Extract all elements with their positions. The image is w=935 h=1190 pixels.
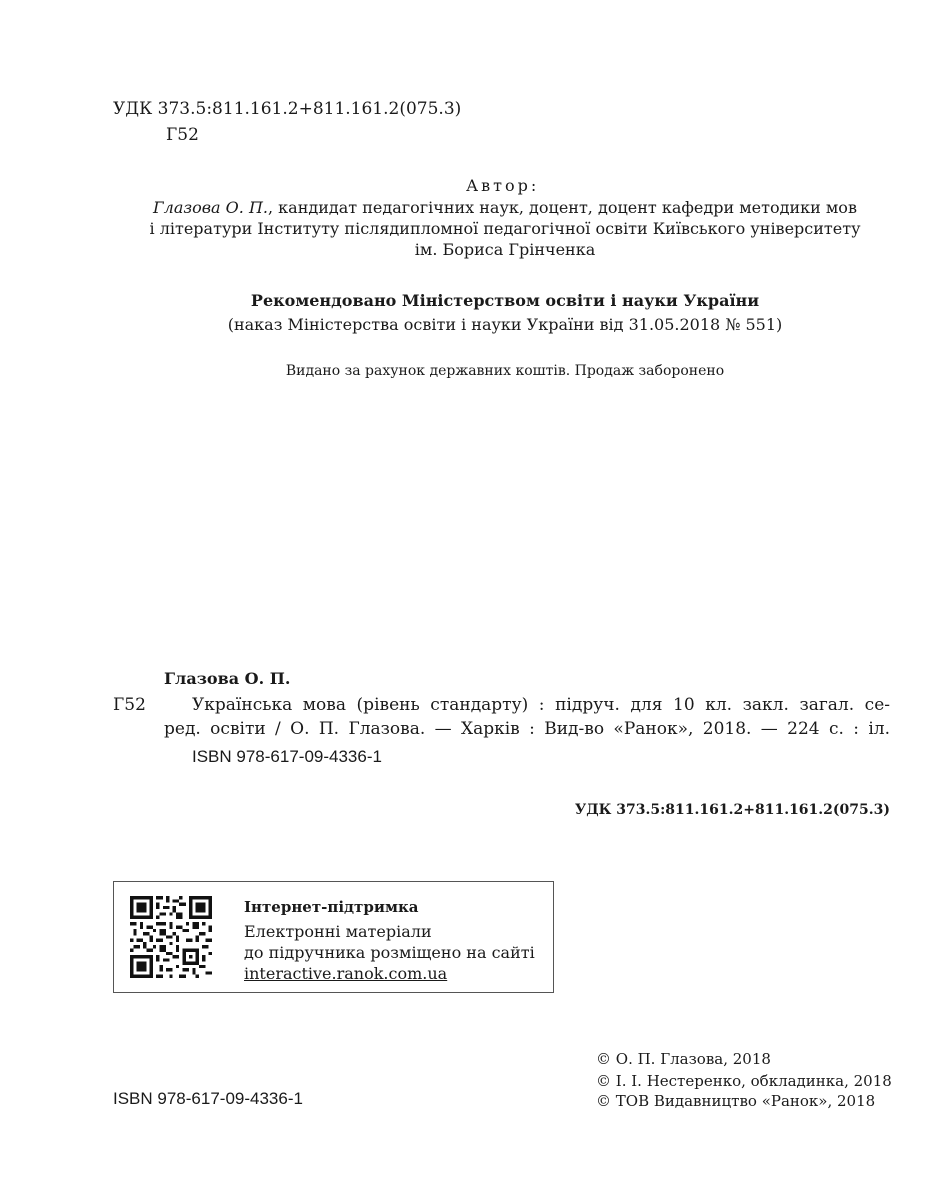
- copyright-publisher: © ТОВ Видавництво «Ранок», 2018: [596, 1092, 876, 1110]
- author-heading: Автор:: [466, 176, 540, 195]
- author-line-2: і літератури Інституту післядипломної педагогічної освіти Київського університету: [149, 219, 861, 238]
- bibliographic-description-1: Українська мова (рівень стандарту) : підруч. для 10 кл. закл. загал. се-: [192, 695, 890, 715]
- recommendation-line-1: Рекомендовано Міністерством освіти і науки України: [250, 291, 760, 310]
- recommendation: [113, 290, 897, 335]
- author-line-3: ім. Бориса Грінченка: [414, 240, 596, 259]
- bibliographic-index: Г52: [113, 695, 146, 715]
- bibliographic-udk: УДК 373.5:811.161.2+811.161.2(075.3): [574, 802, 890, 818]
- isbn: ISBN 978-617-09-4336-1: [113, 1089, 303, 1108]
- support-line-1: Електронні матеріали: [244, 922, 432, 941]
- copyright-author: © О. П. Глазова, 2018: [596, 1050, 771, 1068]
- support-link[interactable]: interactive.ranok.com.ua: [244, 964, 448, 983]
- author-name: Глазова О. П.: [153, 198, 268, 217]
- author-line-1: [113, 197, 897, 218]
- author-description: [113, 197, 897, 260]
- recommendation-line-2: (наказ Міністерства освіти і науки України від 31.05.2018 № 551): [227, 315, 783, 334]
- author-description-1: , кандидат педагогічних наук, доцент, доцент кафедри методики мов: [267, 198, 857, 217]
- bibliographic-isbn: ISBN 978-617-09-4336-1: [192, 747, 382, 766]
- funding-note: Видано за рахунок державних коштів. Продаж заборонено: [285, 363, 725, 379]
- udk-header: УДК 373.5:811.161.2+811.161.2(075.3): [113, 99, 462, 119]
- support-title: Інтернет-підтримка: [244, 898, 419, 916]
- support-line-2: до підручника розміщено на сайті: [244, 943, 535, 962]
- index-header: Г52: [166, 125, 199, 145]
- bibliographic-author: Глазова О. П.: [164, 669, 291, 688]
- internet-support-box: [113, 881, 554, 993]
- copyright-cover: © І. І. Нестеренко, обкладинка, 2018: [596, 1072, 892, 1090]
- qr-code-icon[interactable]: [130, 896, 212, 978]
- bibliographic-description-2: ред. освіти / О. П. Глазова. — Харків : Вид-во «Ранок», 2018. — 224 с. : іл.: [164, 719, 890, 739]
